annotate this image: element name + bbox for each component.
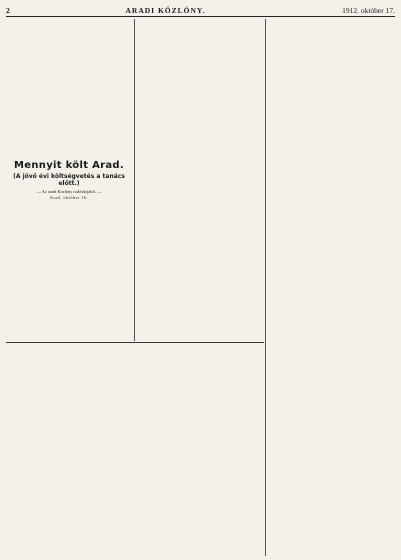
article-note: — Az aradi Közlöny tudósítójától. — <box>36 189 102 194</box>
story-divider <box>6 342 264 343</box>
issue-date: 1912. október 17. <box>342 5 395 15</box>
article-dateline: Arad, október 16. <box>49 195 89 201</box>
column-3 <box>268 19 395 556</box>
column-2 <box>137 19 263 341</box>
column-divider <box>265 19 266 556</box>
column-1 <box>6 19 132 339</box>
page-header <box>6 4 395 17</box>
article-subtitle: (A jövő évi költségvetés a tanács előtt.) <box>13 173 125 187</box>
page-number: 2 <box>6 5 10 15</box>
intro-text <box>6 19 132 156</box>
masthead: ARADI KÖZLÖNY. <box>125 5 206 15</box>
article-title: Mennyit költ Arad. <box>14 160 124 171</box>
bottom-column-1 <box>6 346 132 555</box>
column-divider <box>134 19 135 341</box>
bottom-column-2 <box>137 346 263 555</box>
newspaper-page <box>6 4 395 556</box>
